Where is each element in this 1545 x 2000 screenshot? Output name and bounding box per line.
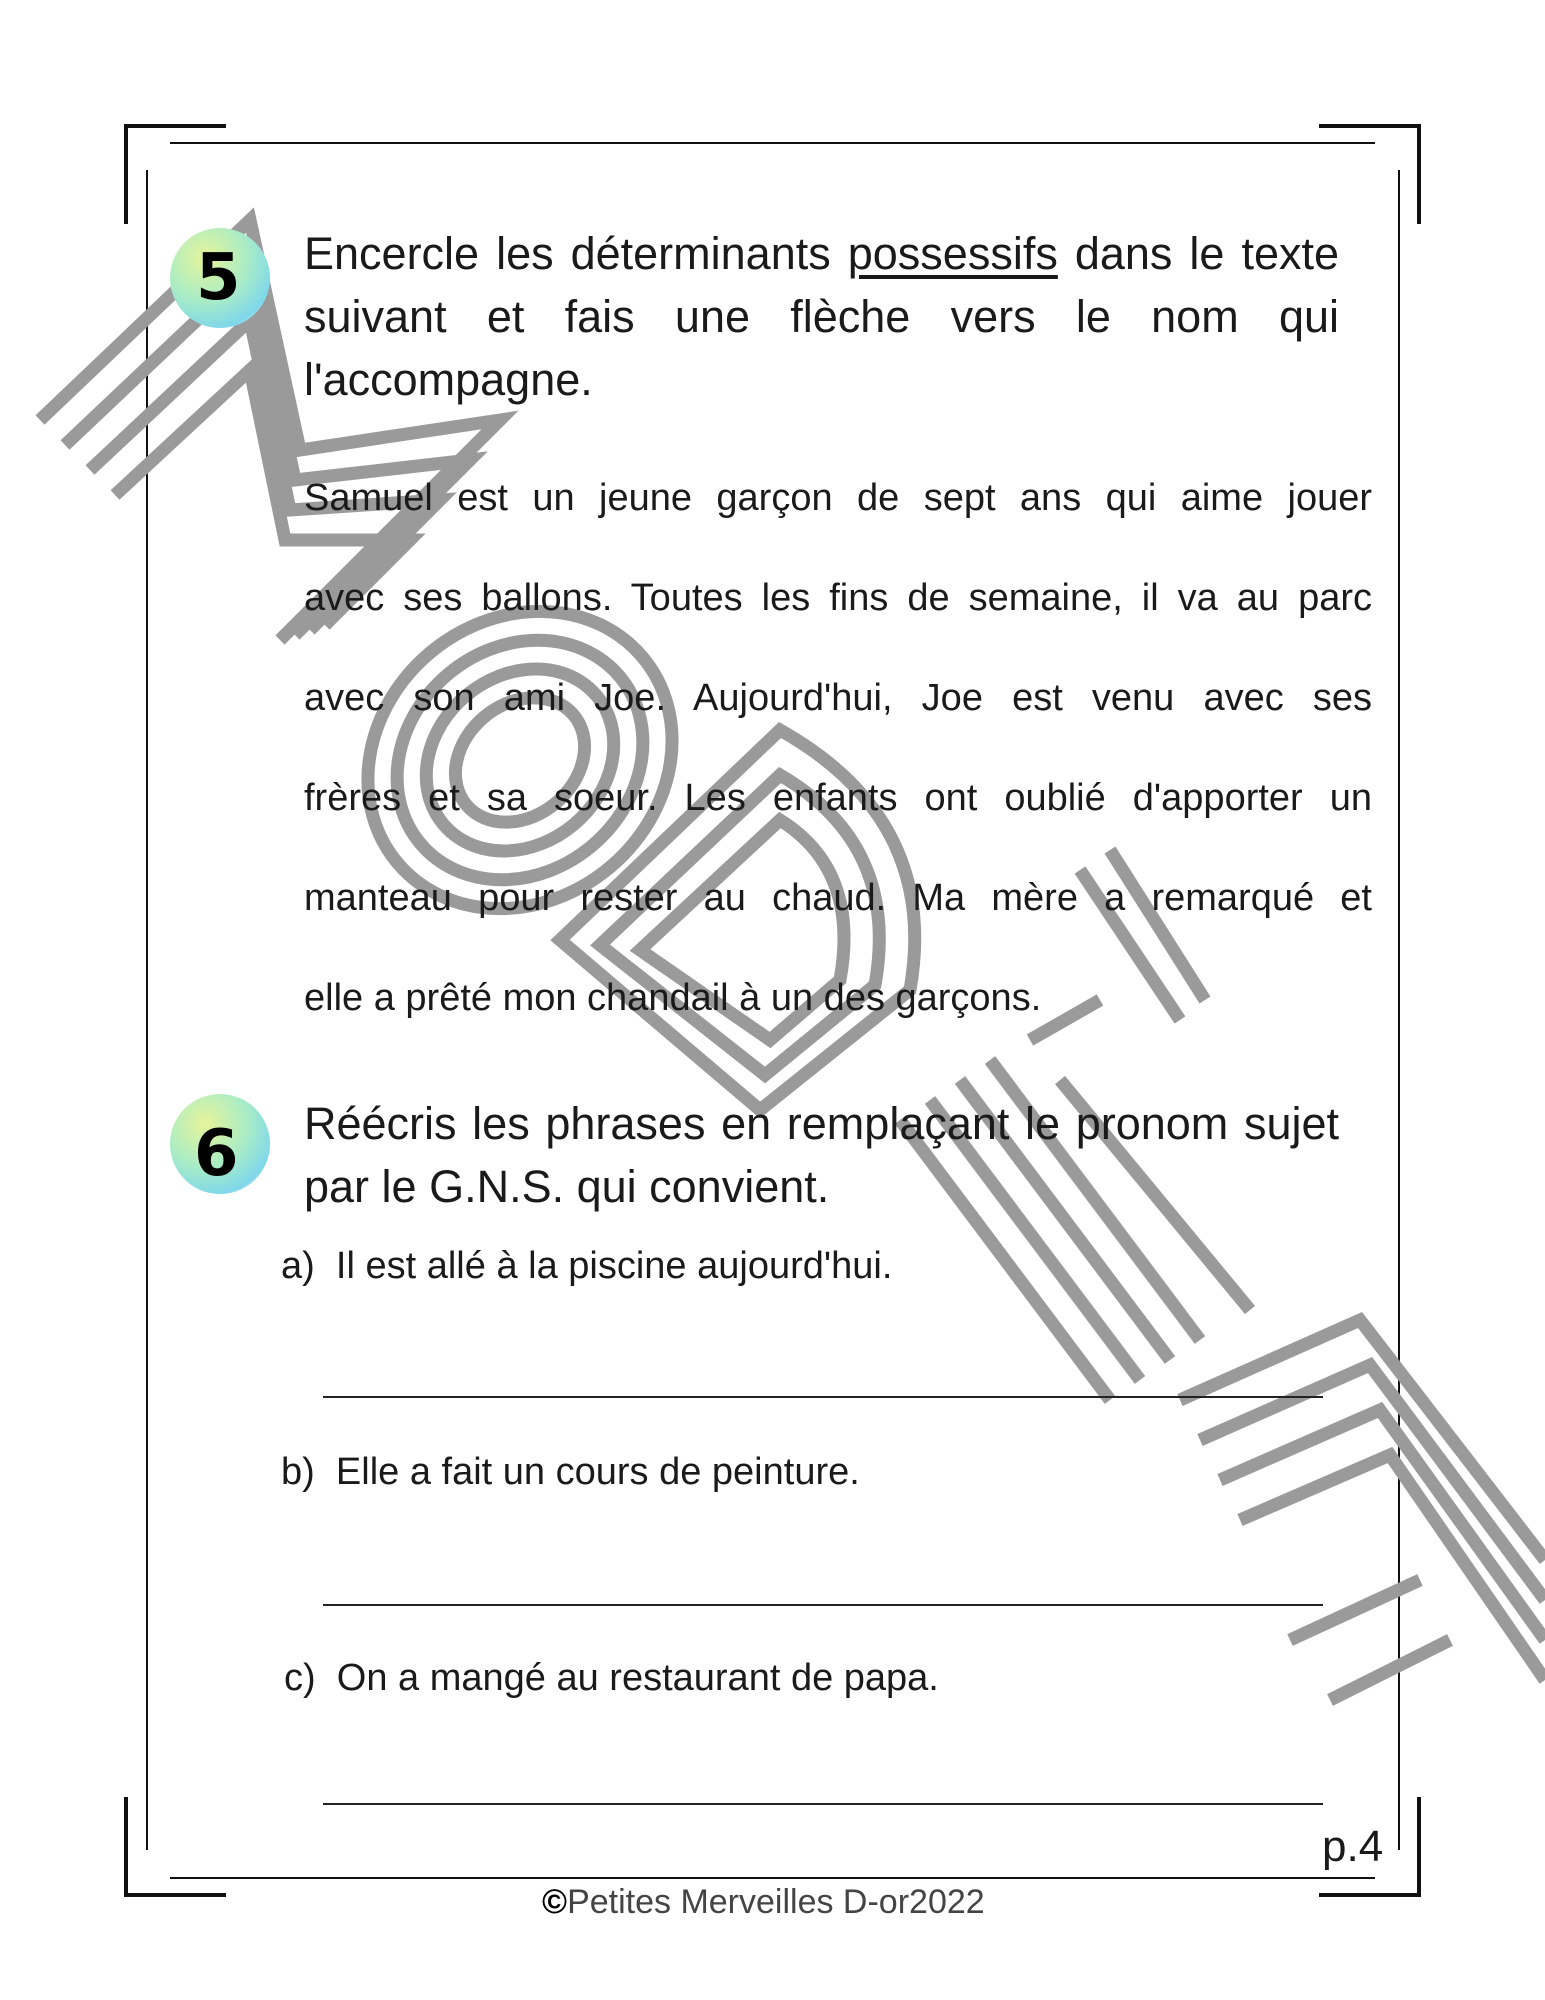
passage-line[interactable]: elle a prêté mon chandail à un des garçons.: [304, 977, 1042, 1019]
item-label: b): [281, 1451, 315, 1493]
exercise-5-number: 5: [196, 241, 241, 315]
exercise-5-instruction: Encercle les déterminants possessifs dans le texte suivant et fais une flèche vers le nom qui l'accompagne.: [304, 228, 1340, 405]
item-b: [281, 1451, 860, 1494]
item-text: On a mangé au restaurant de papa.: [336, 1657, 939, 1699]
item-a: [281, 1245, 892, 1288]
footer-copyright: [542, 1883, 985, 1922]
passage-line[interactable]: avec ses ballons. Toutes les fins de semaine, il va au parc: [304, 577, 1372, 619]
footer-text: Petites Merveilles D-or2022: [567, 1883, 985, 1921]
item-text: Il est allé à la piscine aujourd'hui.: [335, 1245, 893, 1287]
page-number: p.4: [1322, 1822, 1384, 1871]
passage-line[interactable]: Samuel est un jeune garçon de sept ans qui aime jouer: [304, 477, 1372, 519]
exercise-6-number: 6: [194, 1117, 239, 1191]
underlined-keyword: possessifs: [847, 228, 1058, 279]
item-text: Elle a fait un cours de peinture.: [335, 1451, 860, 1493]
passage-line[interactable]: frères et sa soeur. Les enfants ont oublié d'apporter un: [304, 777, 1372, 819]
passage-line[interactable]: manteau pour rester au chaud. Ma mère a remarqué et: [304, 877, 1372, 919]
passage-line[interactable]: avec son ami Joe. Aujourd'hui, Joe est venu avec ses: [304, 677, 1372, 719]
answer-line-a[interactable]: [323, 1396, 1323, 1398]
exercise-6-instruction: Réécris les phrases en remplaçant le pronom sujet par le G.N.S. qui convient.: [304, 1098, 1339, 1212]
item-c: [284, 1657, 939, 1700]
exercise-5-passage: [304, 448, 1372, 1048]
answer-line-b[interactable]: [323, 1604, 1323, 1606]
item-label: c): [284, 1657, 316, 1699]
item-label: a): [281, 1245, 315, 1287]
copyright-icon: ©: [542, 1883, 568, 1921]
watermark-letter-e: [1180, 1320, 1545, 1700]
answer-line-c[interactable]: [323, 1803, 1323, 1805]
